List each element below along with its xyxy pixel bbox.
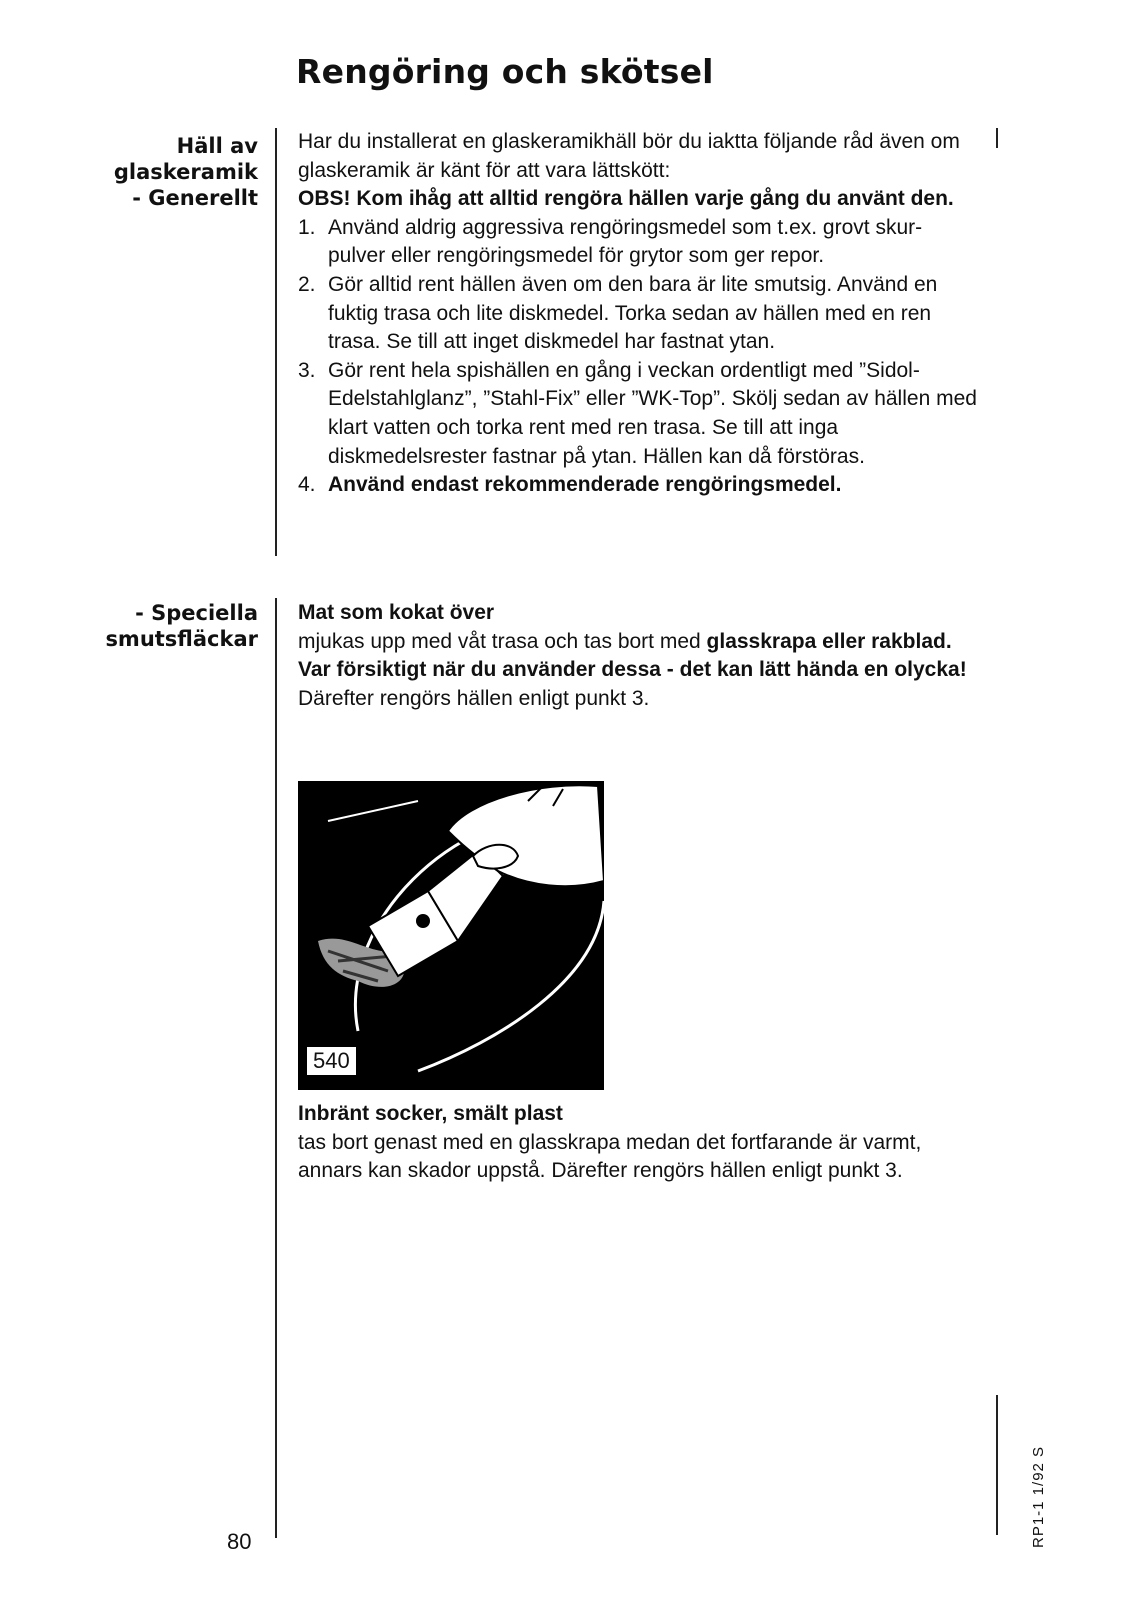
section-speciella-body — [298, 599, 978, 713]
heading-line: glaskeramik — [113, 160, 258, 184]
heading-line: - Speciella — [135, 601, 258, 625]
right-edge-mark — [996, 128, 998, 148]
step-number: 4. — [298, 473, 316, 497]
heading-line: smutsfläckar — [105, 627, 258, 651]
step-text: Gör alltid rent hällen även om den bara är lite smutsig. Använd en fuktig trasa och lite diskmedel. Torka sedan av hällen med en ren trasa. Se till att inget diskmedel har fastnat ytan. — [328, 272, 938, 354]
step-number: 2. — [298, 272, 316, 296]
list-item — [298, 357, 978, 471]
subheading-inbrant-socker: Inbränt socker, smält plast — [298, 1102, 563, 1125]
figure-number: 540 — [306, 1046, 357, 1076]
paragraph: Därefter rengörs hällen enligt punkt 3. — [298, 686, 650, 710]
page-number: 80 — [227, 1529, 252, 1554]
intro-text: Har du installerat en glaskeramikhäll bör du iaktta följande råd även om glaskeramik är känt för att vara lättskött: — [298, 130, 960, 182]
text-bold: glasskrapa eller rakblad. Var försiktigt när du använder dessa - det kan lätt hända en olycka! — [298, 629, 967, 682]
section-heading-generellt — [114, 133, 258, 211]
column-divider — [275, 128, 277, 556]
document-code: RP1-1 1/92 S — [1030, 1445, 1047, 1548]
step-text: Använd endast rekommenderade rengöringsmedel. — [328, 473, 842, 497]
step-text: Använd aldrig aggressiva rengöringsmedel som t.ex. grovt skur-pulver eller rengöringsmedel för grytor som ger repor. — [328, 215, 923, 268]
list-item — [298, 271, 978, 357]
paragraph — [298, 628, 978, 685]
step-number: 3. — [298, 358, 316, 382]
paragraph: tas bort genast med en glasskrapa medan det fortfarande är varmt, annars kan skador uppstå. Därefter rengörs hällen enligt punkt 3. — [298, 1130, 922, 1183]
right-edge-mark — [996, 1395, 998, 1535]
step-text: Gör rent hela spishällen en gång i veckan ordentligt med ”Sidol-Edelstahlglanz”, ”Stahl-Fix” eller ”WK-Top”. Skölj sedan av hällen med klart vatten och torka rent med ren trasa. Se till att inga diskmedelsrester fastnar på ytan. Hällen kan då förstöras. — [328, 358, 977, 468]
heading-line: - Generellt — [132, 186, 258, 210]
scraper-illustration — [298, 781, 604, 1090]
step-number: 1. — [298, 215, 316, 239]
warning-text: OBS! Kom ihåg att alltid rengöra hällen varje gång du använt den. — [298, 187, 954, 211]
column-divider — [275, 598, 277, 1538]
heading-line: Häll av — [176, 134, 258, 158]
section-inbrant-body — [298, 1100, 978, 1186]
section-generellt-body — [298, 128, 978, 500]
subheading-mat-som-kokat: Mat som kokat över — [298, 601, 495, 624]
page-title: Rengöring och skötsel — [296, 52, 714, 91]
section-heading-speciella — [105, 600, 258, 652]
list-item — [298, 214, 978, 271]
cleaning-steps — [298, 214, 978, 500]
list-item — [298, 471, 978, 500]
text-regular: mjukas upp med våt trasa och tas bort med — [298, 629, 707, 653]
hand-scraper-icon — [298, 781, 604, 1090]
